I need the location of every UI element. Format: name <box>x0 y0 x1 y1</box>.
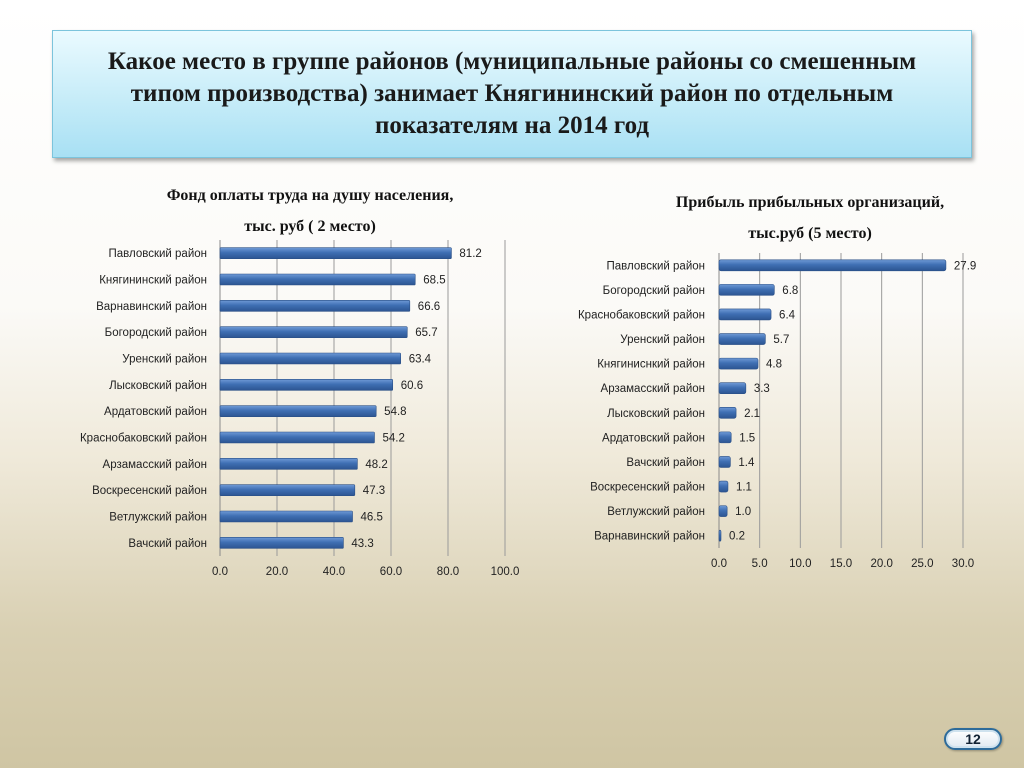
chart-1-title-line-1: Фонд оплаты труда на душу населения, <box>166 187 454 204</box>
profit-tick-label: 30.0 <box>951 558 975 570</box>
profit-category-label: Павловский район <box>606 260 705 273</box>
profit-bar <box>719 481 728 492</box>
profit-bar <box>719 530 721 541</box>
profit-category-label: Варнавинский район <box>594 530 705 543</box>
page-number: 12 <box>965 731 981 747</box>
profit-bar <box>719 284 774 295</box>
wage-tick-label: 80.0 <box>436 566 460 578</box>
profit-category-label: Краснобаковский район <box>577 309 705 322</box>
profit-value-label: 6.8 <box>782 284 799 297</box>
profit-tick-label: 15.0 <box>829 558 853 570</box>
wage-value-label: 46.5 <box>360 511 383 524</box>
page-number-badge <box>944 728 1002 750</box>
chart-1-title-line-2: тыс. руб ( 2 место) <box>244 218 376 235</box>
wage-value-label: 60.6 <box>400 379 424 392</box>
slide-title: Какое место в группе районов (муниципальные районы со смешенным типом производства) занимает Княгининский район по отдельным показателям на 2014 год <box>107 48 917 139</box>
wage-category-label: Вачский район <box>128 537 207 550</box>
profit-value-label: 1.5 <box>739 432 756 445</box>
profit-tick-label: 25.0 <box>911 558 934 570</box>
wage-category-label: Богородский район <box>104 327 207 340</box>
profit-bar <box>719 407 736 418</box>
profit-bar <box>719 383 746 394</box>
wage-category-label: Павловский район <box>108 248 207 261</box>
profit-category-label: Богородский район <box>602 284 705 297</box>
wage-category-label: Княгининский район <box>99 274 207 287</box>
profit-tick-label: 20.0 <box>870 558 893 570</box>
profit-category-label: Ветлужский район <box>607 506 705 519</box>
profit-bar <box>719 260 946 271</box>
chart-2-title-line-2: тыс.руб (5 место) <box>748 225 872 242</box>
wage-value-label: 68.5 <box>423 274 446 287</box>
wage-value-label: 47.3 <box>362 485 386 498</box>
wage-value-label: 48.2 <box>365 458 388 471</box>
profit-category-label: Ардатовский район <box>602 432 705 445</box>
profit-bar <box>719 506 727 517</box>
profit-value-label: 5.7 <box>773 334 790 347</box>
wage-category-label: Ардатовский район <box>104 406 207 419</box>
profit-value-label: 1.1 <box>735 481 752 494</box>
profit-value-label: 27.9 <box>953 260 977 273</box>
profit-bar <box>719 456 730 467</box>
wage-category-label: Воскресенский район <box>92 485 207 498</box>
wage-tick-label: 0.0 <box>212 566 228 578</box>
profit-category-label: Арзамасский район <box>600 383 705 396</box>
profit-value-label: 2.1 <box>744 407 761 420</box>
wage-value-label: 63.4 <box>408 353 432 366</box>
wage-category-label: Арзамасский район <box>102 458 207 471</box>
wage-tick-label: 60.0 <box>379 566 403 578</box>
profit-value-label: 1.0 <box>735 506 752 519</box>
wage-value-label: 54.2 <box>382 432 405 445</box>
profit-bar <box>719 358 758 369</box>
wage-value-label: 65.7 <box>415 327 438 340</box>
chart-2-title-line-1: Прибыль прибыльных организаций, <box>675 194 945 211</box>
profit-category-label: Вачский район <box>626 456 705 469</box>
wage-value-label: 54.8 <box>384 406 407 419</box>
wage-category-label: Уренский район <box>122 353 207 366</box>
wage-category-label: Лысковский район <box>109 379 207 392</box>
profit-value-label: 6.4 <box>779 309 796 322</box>
profit-bar <box>719 432 731 443</box>
wage-category-label: Краснобаковский район <box>79 432 207 445</box>
wage-category-label: Ветлужский район <box>109 511 207 524</box>
wage-tick-label: 20.0 <box>265 566 289 578</box>
wage-category-label: Варнавинский район <box>96 300 207 313</box>
wage-value-label: 81.2 <box>459 248 482 261</box>
profit-tick-label: 10.0 <box>789 558 812 570</box>
profit-value-label: 0.2 <box>729 530 745 543</box>
profit-category-label: Княгиниснкий район <box>597 358 705 371</box>
wage-tick-label: 40.0 <box>322 566 346 578</box>
profit-tick-label: 0.0 <box>711 558 727 570</box>
wage-tick-label: 100.0 <box>490 566 520 578</box>
profit-category-label: Уренский район <box>620 334 705 347</box>
profit-value-label: 4.8 <box>766 358 783 371</box>
profit-value-label: 3.3 <box>753 383 770 396</box>
profit-category-label: Лысковский район <box>607 407 705 420</box>
wage-value-label: 66.6 <box>417 300 441 313</box>
profit-value-label: 1.4 <box>738 456 755 469</box>
profit-tick-label: 5.0 <box>751 558 768 570</box>
profit-bar <box>719 309 771 320</box>
profit-bar <box>719 334 765 345</box>
wage-value-label: 43.3 <box>351 537 374 550</box>
profit-category-label: Воскресенский район <box>590 481 705 494</box>
